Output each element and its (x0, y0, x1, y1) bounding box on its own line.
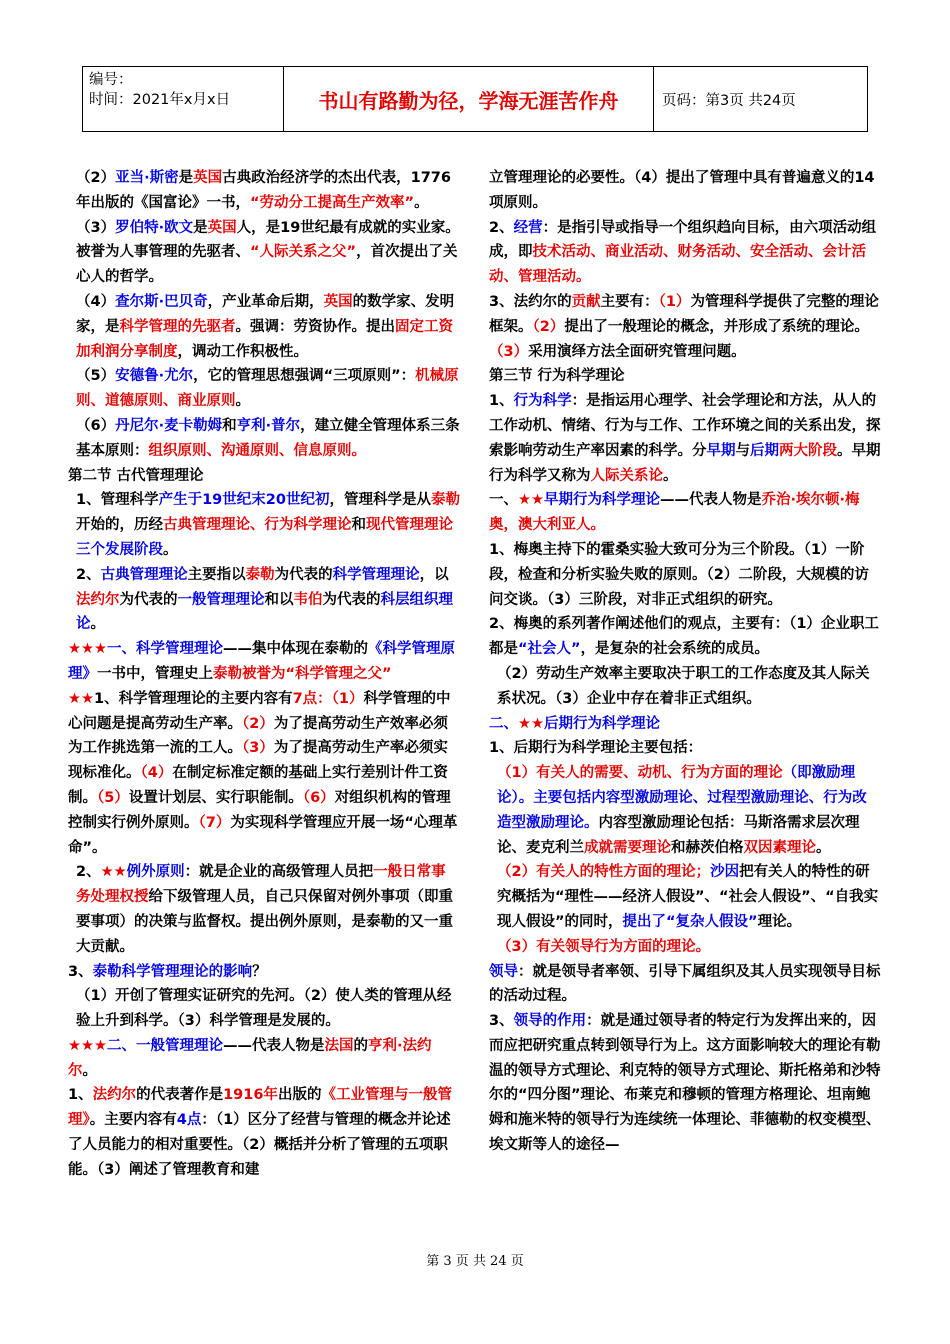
text-run: ，以 (419, 566, 449, 583)
paragraph (489, 761, 881, 860)
paragraph (489, 389, 881, 488)
header-meta (83, 67, 284, 131)
paragraph (68, 488, 460, 562)
text-run: 英国 (323, 293, 353, 310)
paragraph (68, 414, 460, 464)
page-label: 页码：第3页 共24页 (662, 92, 796, 109)
text-run: 的 (353, 1037, 368, 1054)
text-run: 一、 (489, 492, 518, 509)
text-run: 。 (663, 467, 678, 484)
paragraph (489, 166, 881, 216)
text-run: 《科学管理原理》 (68, 641, 455, 682)
paragraph (68, 960, 460, 985)
text-run: 1、 (489, 393, 514, 410)
text-run: 。 (90, 616, 105, 633)
text-run: “人际关系之父” (250, 244, 357, 261)
text-run: 例外原则 (126, 864, 185, 881)
text-run: 一、科学管理理论 (107, 641, 223, 658)
text-run: 亨利·普尔 (236, 417, 301, 434)
text-run: “劳动分工提高生产效率” (250, 194, 415, 211)
text-run: 泰勒科学管理理论的影响 (92, 963, 253, 980)
text-run: 采用演绎方法全面研究管理问题。 (528, 343, 746, 360)
text-run: （1）有关人的需要、动机、行为方面的理论 (497, 765, 783, 782)
text-run: 1、 (68, 1087, 93, 1104)
text-run: 后期 (750, 442, 779, 459)
text-run: 为实现科学管理应开展一场“心理革命”。 (68, 814, 458, 856)
paragraph (68, 563, 460, 637)
text-run: ★★ (518, 492, 544, 509)
text-run: 为了提高劳动生产效率必须为工作挑选第一流的工人。 (68, 715, 448, 757)
text-run: 泰勒 (430, 492, 460, 509)
text-run: 法约尔 (92, 1087, 137, 1104)
text-run: 科学管理的先驱者 (119, 318, 236, 335)
text-run: 固定工资加利润分享制度 (76, 318, 453, 360)
text-run: ，管理科学是从 (329, 492, 431, 509)
text-run: （4） (140, 765, 173, 782)
text-run: 领导的作用 (513, 1013, 587, 1030)
text-run: 产生于19世纪末20世纪初 (158, 492, 330, 509)
paragraph (489, 935, 881, 960)
text-run: 两大阶段 (779, 442, 837, 459)
time-label: 时间：2021年x月x日 (89, 92, 231, 108)
text-run: 泰勒被誉为“科学管理之父” (213, 665, 392, 682)
paragraph (489, 712, 881, 737)
text-run: 早期 (706, 442, 736, 459)
text-run: （5） (76, 368, 116, 385)
text-run: 为管理科学提供了完整的理论框架。 (489, 293, 879, 335)
text-run: 现代管理理论 (366, 517, 453, 534)
text-run: 设置计划层、实行职能制。 (128, 789, 303, 806)
text-run: 查尔斯·巴贝奇 (115, 293, 208, 310)
text-run: 法约尔 (76, 591, 120, 608)
text-run: 英国 (207, 219, 237, 236)
text-run: 亨利·法约尔 (68, 1037, 432, 1079)
paragraph (68, 290, 460, 364)
text-run: 在制定标准定额的基础上实行差别计件工资制。 (68, 765, 448, 806)
text-run: ★★ (518, 715, 544, 732)
text-run: 第三节 行为科学理论 (489, 368, 625, 385)
text-run: 。 (163, 541, 178, 558)
text-run: ★★★ (68, 641, 107, 658)
text-run: 与 (735, 442, 750, 459)
text-run: 乔治·埃尔顿·梅奥，澳大利亚人。 (489, 492, 860, 534)
paragraph (489, 216, 881, 290)
text-run: 理论。 (757, 913, 802, 930)
paragraph (68, 687, 460, 861)
text-run: 双因素理论 (743, 839, 816, 856)
text-run: 后期行为科学理论 (544, 715, 660, 732)
text-run: 古典政治经济学的杰出代表，1776年出版的《国富论》一书， (76, 170, 451, 211)
page-header (82, 66, 868, 132)
text-run: （7） (198, 814, 231, 831)
text-run: （即激励理论）。主要包括内容型激励理论、过程型激励理论、行为改造型激励理论。 (497, 765, 867, 831)
text-run: 4点 (176, 1112, 202, 1129)
paragraph (489, 662, 881, 712)
text-run: 出版的 (277, 1087, 322, 1104)
text-run: 内容型激励理论包括：马斯洛需求层次理论、麦克利兰 (497, 814, 860, 856)
text-run: 三个发展阶段 (76, 541, 163, 558)
text-run: ——集中体现在泰勒的 (223, 641, 368, 658)
text-run: （3） (76, 219, 116, 236)
text-run: 7点：（1） (292, 690, 364, 707)
paragraph (68, 1083, 460, 1182)
text-run: 组织原则、沟通原则、信息原则。 (148, 442, 366, 459)
text-run: （3）有关领导行为方面的理论。 (497, 938, 711, 955)
text-run: 成就需要理论 (584, 839, 671, 856)
paragraph (68, 984, 460, 1034)
text-run: 为代表的 (322, 591, 381, 608)
paragraph (489, 364, 881, 389)
paragraph (68, 464, 460, 489)
text-run: ★★ (100, 864, 127, 881)
text-run: ：就是通过领导者的特定行为发挥出来的，因而应把研究重点转到领导行为上。这方面影响较大的理论有勒温的领导方式理论、利克特的领导方式理论、斯托格弟和沙特尔的“四分图”理论、布莱克和穆顿的管理方格理论、坦南鲍姆和施米特的领导行为连续统一体理论、菲德勒的权变模型、埃文斯等人的途径— (489, 1013, 881, 1154)
text-run: （2） (76, 170, 116, 186)
text-run: 是 (178, 170, 194, 186)
text-run: （3） (489, 343, 529, 360)
text-run: 提出了“复杂人假设” (622, 913, 758, 930)
text-run: 2、梅奥的系列著作阐述他们的观点，主要有：（1）企业职工都是 (489, 616, 879, 658)
text-run: 3、 (489, 1013, 514, 1030)
text-run: 和赫茨伯格 (671, 839, 744, 856)
text-run: 和以 (264, 591, 294, 608)
text-run: 亚当·斯密 (115, 170, 179, 186)
text-run: 沙因 (710, 864, 740, 881)
text-run: 古典管理理论、行为科学理论 (163, 517, 352, 534)
text-run: 开始的，历经 (76, 517, 163, 534)
paragraph (489, 1009, 881, 1158)
text-run: 3、法约尔的 (489, 293, 572, 310)
text-run: 1、科学管理理论的主要内容有 (94, 690, 293, 707)
text-run: 。 (82, 1062, 97, 1079)
text-run: （6） (302, 789, 335, 806)
text-run: 丹尼尔·麦卡勒姆 (115, 417, 223, 434)
text-run: 2、 (489, 219, 514, 236)
text-run: 泰勒 (245, 566, 275, 583)
text-run: 一般日常事务处理权授 (76, 864, 446, 906)
paragraph (68, 637, 460, 687)
text-run: ，首次提出了关心人的哲学。 (76, 244, 458, 286)
text-run: 技术活动、商业活动、财务活动、安全活动、会计活动、管理活动。 (489, 244, 866, 286)
text-run: ★★ (68, 690, 94, 707)
text-run: 一般管理理论 (177, 591, 265, 608)
paragraph (489, 736, 881, 761)
text-run: ：就是企业的高级管理人员把 (184, 864, 374, 881)
text-run: 领导 (489, 963, 518, 980)
text-run: （1） (658, 293, 691, 310)
right-column (489, 166, 881, 1158)
text-run: 和 (351, 517, 366, 534)
paragraph (489, 960, 881, 1010)
text-run: 科学管理的中心问题是提高劳动生产率。 (68, 690, 451, 732)
text-run: 2、 (76, 566, 101, 583)
text-run: ，调动工作积极性。 (177, 343, 308, 360)
text-run: 1、梅奥主持下的霍桑实验大致可分为三个阶段。（1）一阶段，检查和分析实验失败的原则。（2）二阶段，大规模的访问交谈。（3）三阶段，对非正式组织的研究。 (489, 541, 869, 608)
paragraph (489, 290, 881, 364)
text-run: 为代表的 (274, 566, 333, 583)
text-run: （2）劳动生产效率主要取决于职工的工作态度及其人际关系状况。（3）企业中存在着非正式组织。 (497, 665, 870, 707)
text-run: ，是复杂的社会系统的成员。 (580, 641, 770, 658)
text-run: 贡献 (571, 293, 601, 310)
text-run: 提出了一般理论的概念，并形成了系统的理论。 (564, 318, 869, 335)
text-run: ：是指引导或指导一个组织趋向目标，由六项活动组成，即 (489, 219, 877, 261)
text-run: 经营 (513, 219, 543, 236)
text-run: 古典管理理论 (100, 566, 188, 583)
text-run: ：是指运用心理学、社会学理论和方法，从人的工作动机、情绪、行为与工作、工作环境之间的关系出发，探索影响劳动生产率因素的科学。分 (489, 393, 881, 459)
text-run: “社会人” (518, 641, 581, 658)
paragraph (68, 166, 460, 216)
text-run: 。强调：劳资协作。提出 (235, 318, 395, 335)
left-column (68, 166, 460, 1183)
paragraph (68, 860, 460, 959)
text-run: 早期行为科学理论 (544, 492, 660, 509)
text-run: ，建立健全管理体系三条基本原则： (76, 417, 460, 459)
text-run: （4） (76, 293, 116, 310)
text-run: 二、 (489, 715, 518, 732)
text-run: ？ (252, 963, 267, 980)
text-run: 科层组织理论 (76, 591, 453, 633)
text-run: 罗伯特·欧文 (115, 219, 194, 236)
text-run: ——代表人物是 (660, 492, 762, 509)
text-run: ，产业革命后期， (207, 293, 324, 310)
text-run: 2、 (76, 864, 101, 881)
text-run: 。早期行为科学又称为 (489, 442, 881, 484)
text-run: 二、一般管理理论 (107, 1037, 223, 1054)
text-run: （2） (532, 318, 565, 335)
text-run: 法国 (324, 1037, 354, 1054)
text-run: 为了提高劳动生产率必须实现标准化。 (68, 740, 448, 782)
text-run: 把有关人的特性的研究概括为“理性——经济人假设”、“社会人假设”、“自我实现人假设”的同时， (497, 864, 879, 930)
text-run: 1916年 (223, 1087, 278, 1104)
text-run: （2）有关人的特性方面的理论； (497, 864, 711, 881)
text-run: 。主要内容有 (89, 1112, 177, 1129)
paragraph (68, 216, 460, 290)
text-run: （2） (242, 715, 274, 732)
text-run: （3） (242, 740, 274, 757)
text-run: 立管理理论的必要性。（4）提出了管理中具有普遍意义的14项原则。 (489, 170, 875, 211)
paragraph (489, 538, 881, 612)
text-run: 机械原则、道德原则、商业原则 (76, 368, 459, 410)
paragraph (489, 612, 881, 662)
text-run: 一书中，管理史上 (97, 665, 213, 682)
text-run: （1）开创了管理实证研究的先河。（2）使人类的管理从经验上升到科学。（3）科学管理是发展的。 (76, 988, 452, 1030)
text-run: 韦伯 (293, 591, 323, 608)
text-run: （6） (76, 417, 116, 434)
text-run: 《工业管理与一般管理》 (68, 1087, 452, 1129)
number-label: 编号： (89, 72, 133, 88)
text-run: 1、管理科学 (76, 492, 159, 509)
text-run: ★★★ (68, 1037, 107, 1054)
text-run: 为代表的 (119, 591, 178, 608)
text-run: 3、 (68, 963, 93, 980)
text-run: 英国 (193, 170, 223, 186)
text-run: 给下级管理人员，自己只保留对例外事项（即重要事项）的决策与监督权。提出例外原则，是泰勒的又一重大贡献。 (76, 889, 453, 955)
text-run: 的数学家、发明家，是 (76, 293, 455, 335)
text-run: 和 (222, 417, 237, 434)
text-run: ，它的管理思想强调“三项原则”： (193, 368, 416, 385)
text-run: ：（1）区分了经营与管理的概念并论述了人员能力的相对重要性。（2）概括并分析了管理的五项职能。（3）阐述了管理教育和建 (68, 1112, 451, 1178)
paragraph (489, 860, 881, 934)
paragraph (68, 1034, 460, 1084)
text-run: 1、后期行为科学理论主要包括： (489, 740, 703, 757)
header-motto: 书山有路勤为径，学海无涯苦作舟 (284, 67, 654, 131)
text-run: ——代表人物是 (223, 1037, 325, 1054)
text-run: 主要有： (600, 293, 659, 310)
text-run: （5） (97, 789, 129, 806)
paragraph (68, 364, 460, 414)
text-run: 主要指以 (187, 566, 246, 583)
text-run: ：就是领导者率领、引导下属组织及其人员实现领导目标的活动过程。 (489, 963, 881, 1005)
paragraph (489, 488, 881, 538)
text-run: 对组织机构的管理控制实行例外原则。 (68, 789, 451, 831)
text-run: 是 (193, 219, 208, 236)
text-run: 的代表著作是 (136, 1087, 224, 1104)
text-run: 人际关系论 (590, 467, 663, 484)
text-run: 人，是19世纪最有成就的实业家。被誉为人事管理的先驱者、 (76, 219, 460, 261)
text-run: 。 (235, 393, 250, 410)
text-run: 第二节 古代管理理论 (68, 467, 204, 484)
text-run: 。 (816, 839, 831, 856)
page-footer: 第 3 页 共 24 页 (426, 1254, 524, 1269)
text-run: 安德鲁·尤尔 (115, 368, 194, 385)
text-run: 行为科学 (513, 393, 572, 410)
text-run: 科学管理理论 (332, 566, 420, 583)
text-run: 。 (414, 194, 429, 211)
